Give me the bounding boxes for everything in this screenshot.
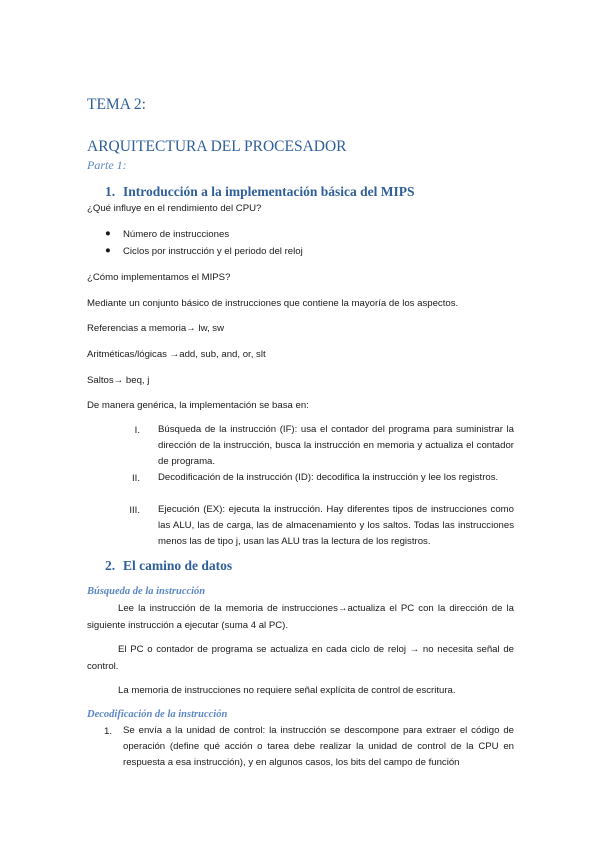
- section-1-heading: [105, 184, 415, 200]
- section-2-heading: [105, 558, 232, 574]
- subsection-heading: Búsqueda de la instrucción: [87, 586, 206, 597]
- list-item: Número de instrucciones: [123, 229, 230, 240]
- subsection-heading: Decodificación de la instrucción: [87, 709, 228, 720]
- paragraph: Referencias a memoria→ lw, sw: [87, 323, 225, 334]
- numbered-list-number: 1.: [104, 726, 113, 737]
- tema-heading: TEMA 2:: [87, 96, 146, 113]
- list-item: Ciclos por instrucción y el periodo del reloj: [123, 246, 303, 257]
- roman-list-item: Decodificación de la instrucción (ID): decodifica la instrucción y lee los registros.: [158, 472, 499, 483]
- document-subtitle: Parte 1:: [87, 158, 127, 172]
- roman-list-item: Ejecución (EX): ejecuta la instrucción. Hay diferentes tipos de instrucciones como las ALU, las de carga, las de almacenamiento y los saltos. Todas las instrucciones menos las de tipo j, usan las ALU tras la lectura de los registros.: [158, 504, 514, 547]
- paragraph: Aritméticas/lógicas →add, sub, and, or, slt: [87, 349, 266, 360]
- document-title: ARQUITECTURA DEL PROCESADOR: [87, 138, 347, 155]
- paragraph: La memoria de instrucciones no requiere señal explícita de control de escritura.: [118, 685, 456, 696]
- section-2-title: El camino de datos: [123, 558, 233, 573]
- numbered-list-item: Se envía a la unidad de control: la instrucción se descompone para extraer el código de operación (define qué acción o tarea debe realizar la unidad de control de la CPU en respuesta a esa instrucción), y en algunos casos, los bits del campo de función: [123, 725, 514, 768]
- paragraph: De manera genérica, la implementación se basa en:: [87, 400, 309, 411]
- section-1-number: 1.: [105, 184, 116, 199]
- paragraph: Mediante un conjunto básico de instrucciones que contiene la mayoría de los aspectos.: [87, 298, 459, 309]
- bullet-icon: ●: [105, 245, 111, 256]
- question-mips: ¿Cómo implementamos el MIPS?: [87, 272, 231, 283]
- section-2-number: 2.: [105, 558, 116, 573]
- paragraph: Lee la instrucción de la memoria de instrucciones→actualiza el PC con la dirección de la siguiente instrucción a ejecutar (suma 4 al PC).: [87, 603, 514, 631]
- section-1-title: Introducción a la implementación básica del MIPS: [123, 184, 415, 199]
- question-cpu-performance: ¿Qué influye en el rendimiento del CPU?: [87, 203, 262, 214]
- paragraph: El PC o contador de programa se actualiza en cada ciclo de reloj → no necesita señal de control.: [87, 644, 514, 672]
- roman-numeral: III.: [129, 505, 140, 516]
- roman-list-item: Búsqueda de la instrucción (IF): usa el contador del programa para suministrar la dirección de la instrucción, busca la instrucción en memoria y actualiza el contador de programa.: [158, 424, 514, 467]
- paragraph: Saltos→ beq, j: [87, 375, 150, 386]
- roman-numeral: II.: [132, 473, 140, 484]
- roman-numeral: I.: [134, 425, 140, 436]
- bullet-icon: ●: [105, 228, 111, 239]
